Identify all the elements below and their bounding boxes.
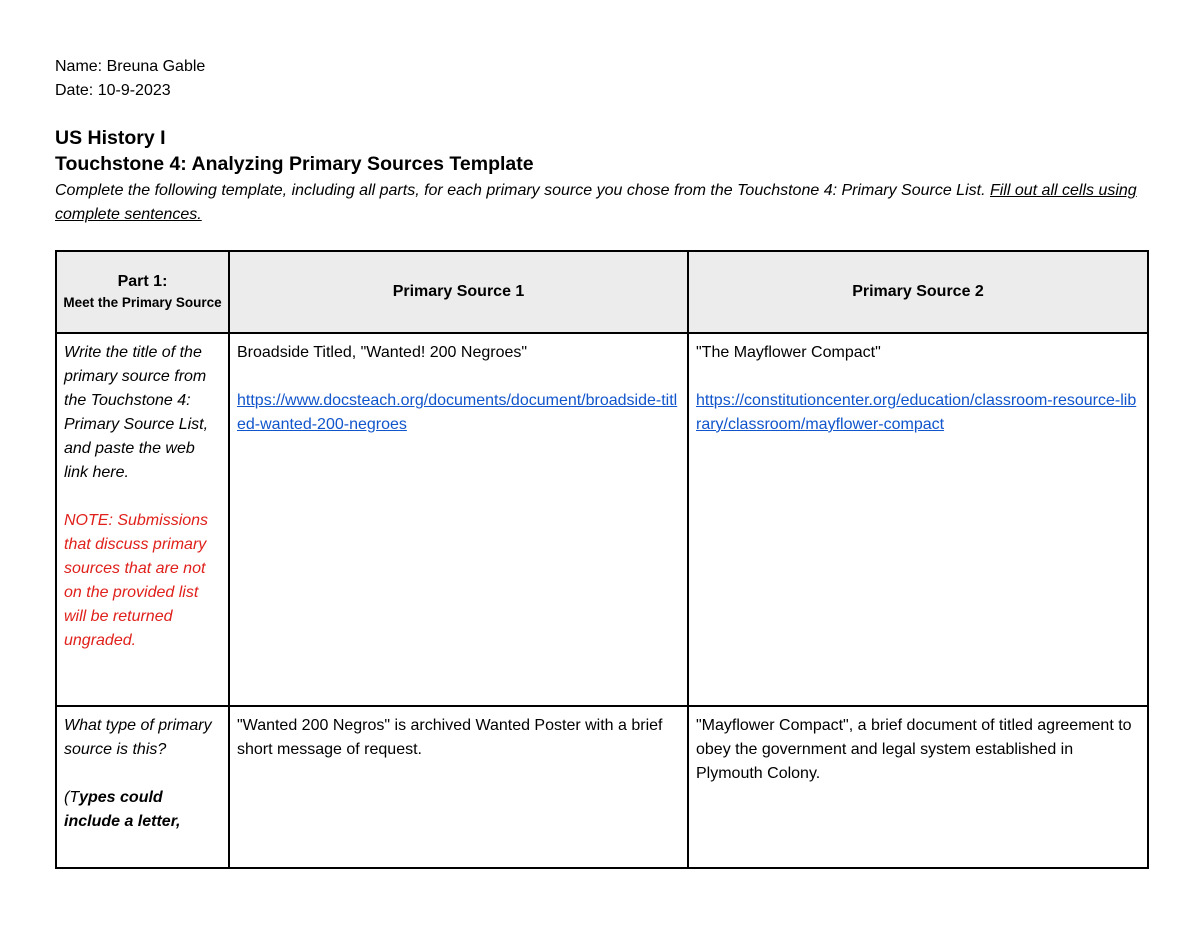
instructions-text: Complete the following template, including all parts, for each primary source you chose from the Touchstone 4: Primary Source List. [55, 182, 990, 199]
student-info [55, 55, 205, 103]
source2-answer: "Mayflower Compact", a brief document of titled agreement to obey the government and legal system established in Plymouth Colony. [696, 717, 1132, 782]
prompt-cell [56, 333, 229, 706]
prompt-cell [56, 706, 229, 868]
table-row [56, 333, 1148, 706]
source1-title: Broadside Titled, "Wanted! 200 Negroes" [237, 344, 528, 361]
prompt-examples-lead: (T [64, 789, 80, 806]
table-header-row [56, 251, 1148, 333]
prompt-examples-bold: ypes could include a letter, [64, 789, 181, 830]
source2-title: "The Mayflower Compact" [696, 344, 881, 361]
part-title: Part 1: [117, 273, 168, 290]
prompt-examples [64, 786, 221, 834]
instructions [55, 179, 1150, 227]
source2-answer-cell [688, 706, 1148, 868]
source2-header: Primary Source 2 [688, 251, 1148, 333]
submission-date: Date: 10-9-2023 [55, 82, 171, 99]
primary-source-table [55, 250, 1149, 869]
source1-header: Primary Source 1 [229, 251, 688, 333]
assignment-title: Touchstone 4: Analyzing Primary Sources Template [55, 153, 534, 175]
source1-answer-cell [229, 706, 688, 868]
source1-cell [229, 333, 688, 706]
source1-answer: "Wanted 200 Negros" is archived Wanted Poster with a brief short message of request. [237, 717, 663, 758]
prompt-text: What type of primary source is this? [64, 717, 212, 758]
source2-link[interactable]: https://constitutioncenter.org/education/classroom-resource-library/classroom/mayflower-compact [696, 392, 1137, 433]
source1-link[interactable]: https://www.docsteach.org/documents/document/broadside-titled-wanted-200-negroes [237, 392, 678, 433]
note-text: NOTE: Submissions that discuss primary sources that are not on the provided list will be returned ungraded. [64, 512, 209, 649]
source2-cell [688, 333, 1148, 706]
part-header-cell [56, 251, 229, 333]
prompt-text: Write the title of the primary source from the Touchstone 4: Primary Source List, and paste the web link here. [64, 344, 209, 481]
table-row [56, 706, 1148, 868]
student-name: Name: Breuna Gable [55, 58, 206, 75]
course-heading [55, 125, 534, 177]
instructions-underlined: Fill out all cells using complete sentences. [55, 182, 1137, 223]
part-subtitle: Meet the Primary Source [63, 295, 222, 310]
course-title: US History I [55, 127, 166, 149]
